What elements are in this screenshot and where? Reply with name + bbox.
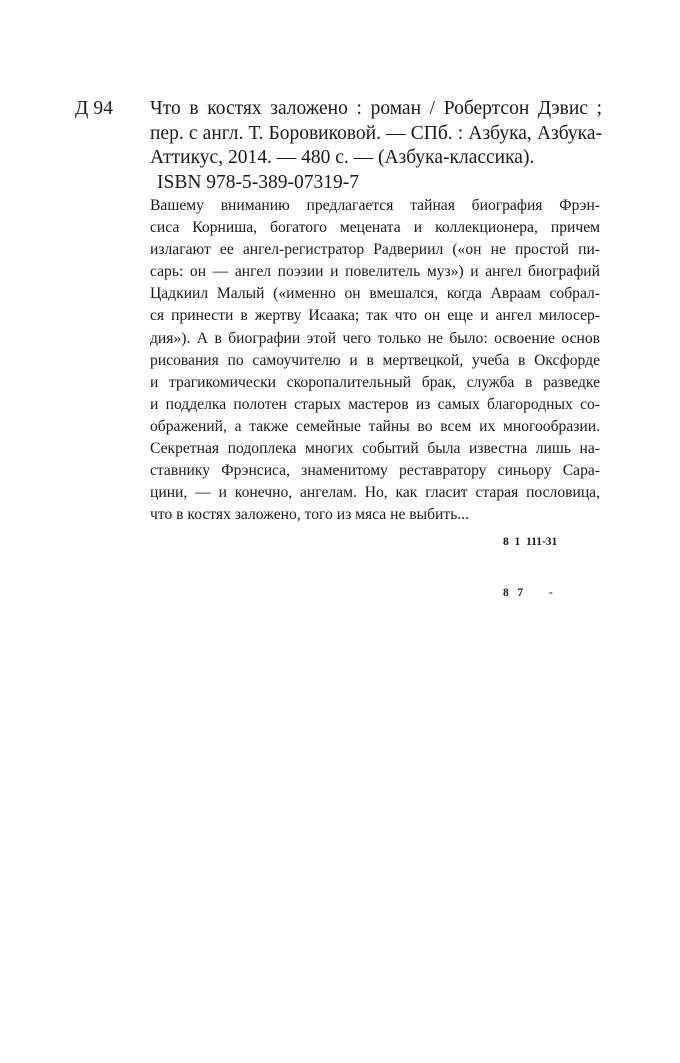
annotation — [150, 195, 600, 526]
classification-line-1: 8 1 111-31 — [503, 536, 558, 548]
annotation-line: сарь: он — ангел поэзии и повелитель муз») и ангел биографий — [150, 263, 600, 281]
annotation-line: Секретная подоплека многих событий была известна лишь на- — [150, 440, 600, 458]
annotation-line: ся принести в жертву Исаака; так что он еще и ангел милосер- — [150, 307, 600, 325]
bibliography-line: Аттикус, 2014. — 480 с. — (Азбука-классика). — [150, 147, 535, 168]
annotation-line: что в костях заложено, того из мяса не выбить... — [150, 506, 470, 524]
bibliographic-description — [150, 97, 602, 195]
classification-line-2: 8 7 - — [503, 587, 553, 599]
classification-index — [503, 500, 557, 636]
annotation-line: излагают ее ангел-регистратор Радвериил («он не простой пи- — [150, 241, 600, 259]
annotation-line: Вашему вниманию предлагается тайная биография Фрэн- — [150, 197, 600, 214]
annotation-line: и трагикомически скоропалительный брак, служба в разведке — [150, 373, 600, 391]
annotation-line: Цадкиил Малый («именно он вмешался, когда Авраам собрал- — [150, 285, 600, 303]
annotation-line: ставнику Фрэнсиса, знаменитому реставратору синьору Сара- — [150, 462, 600, 480]
bibliography-line: пер. с англ. Т. Боровиковой. — СПб. : Азбука, Азбука- — [150, 122, 602, 144]
annotation-line: дия»). А в биографии этой чего только не было: освоение основ — [150, 329, 600, 347]
annotation-line: цини, — и конечно, ангелам. Но, как гласит старая пословица, — [150, 484, 600, 502]
catalog-code: Д 94 — [75, 98, 114, 119]
catalog-entry — [150, 97, 602, 526]
annotation-line: и подделка полотен старых мастеров из самых благородных со- — [150, 395, 600, 413]
annotation-line: сиса Корниша, богатого мецената и коллекционера, причем — [150, 219, 600, 237]
isbn: ISBN 978-5-389-07319-7 — [157, 171, 360, 193]
bibliography-line: Что в костях заложено : роман / Робертсон Дэвис ; — [150, 98, 602, 119]
annotation-line: рисования по самоучителю и в мертвецкой, учеба в Оксфорде — [150, 351, 600, 369]
annotation-line: ображений, а также семейные тайны во всем их многообразии. — [150, 417, 600, 435]
